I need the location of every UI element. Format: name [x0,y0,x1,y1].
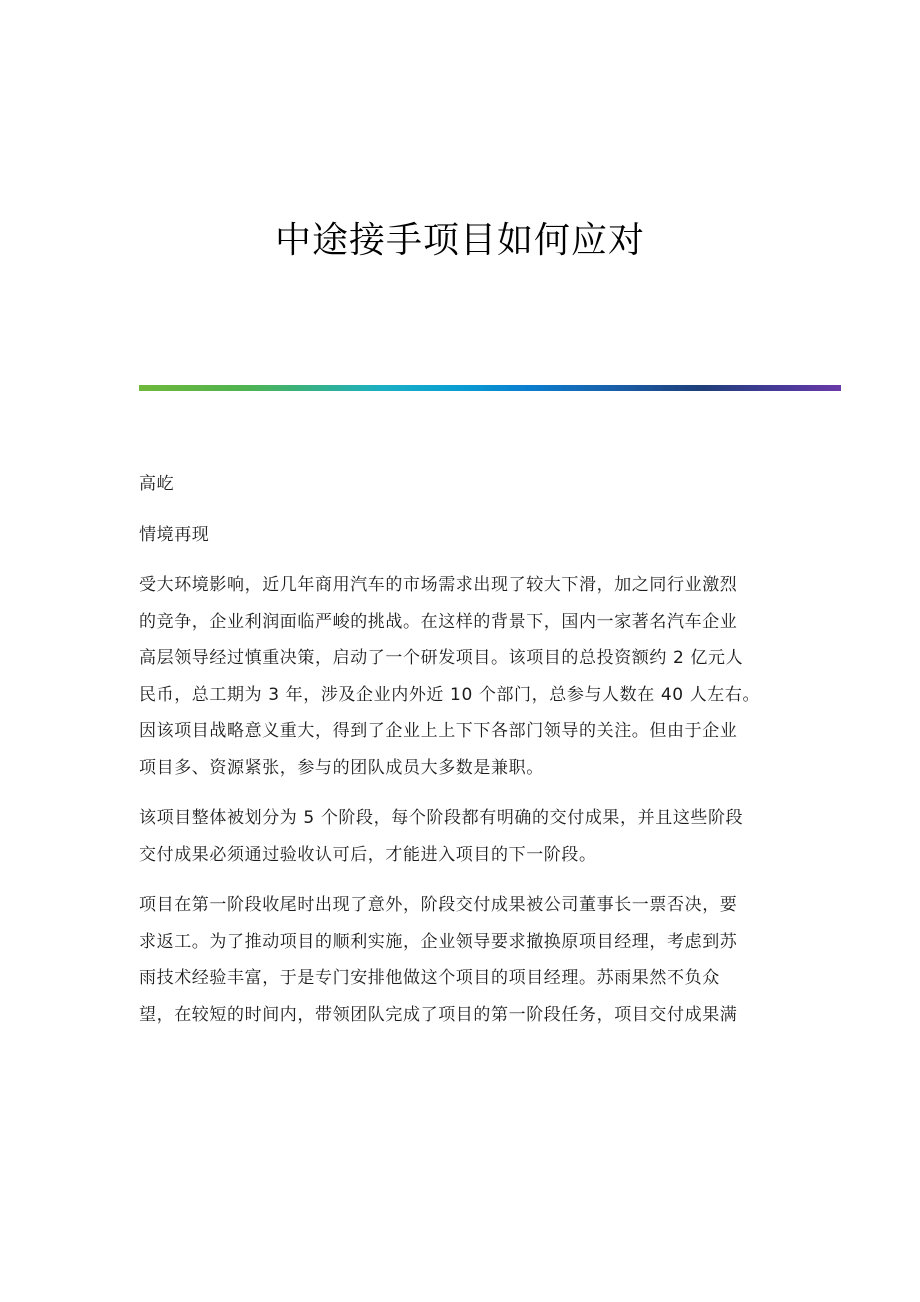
text-line: 雨技术经验丰富，于是专门安排他做这个项目的项目经理。苏雨果然不负众 [139,968,720,988]
paragraph-3 [139,887,779,1033]
document-title: 中途接手项目如何应对 [274,220,645,261]
paragraph-2 [139,800,779,873]
section-heading: 情境再现 [139,524,210,545]
gradient-divider [139,385,841,391]
paragraph-1 [139,567,779,786]
text-line: 的竞争，企业利润面临严峻的挑战。在这样的背景下，国内一家著名汽车企业 [139,611,738,632]
text-line: 该项目整体被划分为 5 个阶段，每个阶段都有明确的交付成果，并且这些阶段 [139,808,744,828]
text-line: 高层领导经过慎重决策，启动了一个研发项目。该项目的总投资额约 2 亿元人 [139,648,744,668]
text-line: 民币，总工期为 3 年，涉及企业内外近 10 个部门，总参与人数在 40 人左右。 [139,684,761,705]
text-line: 望，在较短的时间内，带领团队完成了项目的第一阶段任务，项目交付成果满 [139,1004,738,1025]
text-line: 因该项目战略意义重大，得到了企业上上下下各部门领导的关注。但由于企业 [139,721,738,741]
text-line: 交付成果必须通过验收认可后，才能进入项目的下一阶段。 [139,844,597,865]
document-body [139,466,779,1047]
text-line: 求返工。为了推动项目的顺利实施，企业领导要求撤换原项目经理，考虑到苏 [139,931,738,952]
author-name: 高屹 [139,474,175,494]
text-line: 项目在第一阶段收尾时出现了意外，阶段交付成果被公司董事长一票否决，要 [139,895,738,915]
text-line: 项目多、资源紧张，参与的团队成员大多数是兼职。 [139,757,544,778]
text-line: 受大环境影响，近几年商用汽车的市场需求出现了较大下滑，加之同行业激烈 [139,575,738,595]
